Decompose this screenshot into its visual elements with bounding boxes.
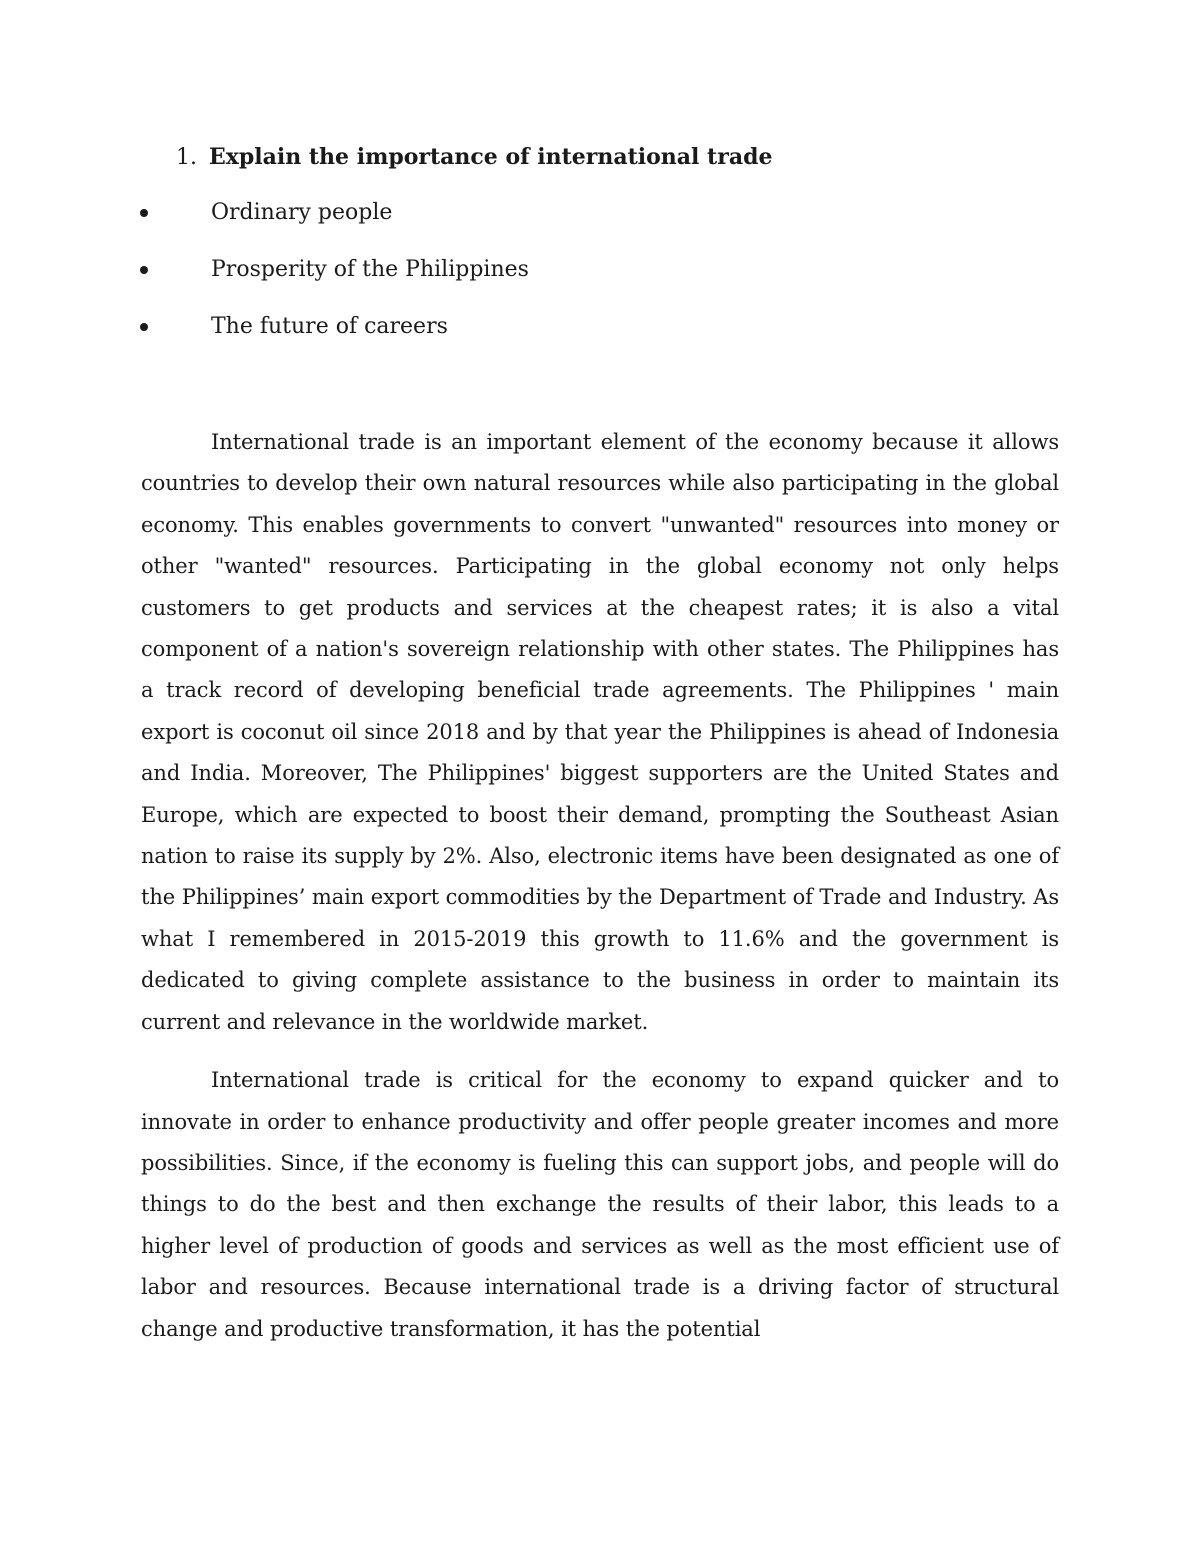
paragraph: International trade is critical for the economy to expand quicker and to innovate in order to enhance productivity and offer people greater incomes and more possibilities. Since, if the economy is fueling this can support jobs, and people will do things to do the best and then exchange the results of their labor, this leads to a higher level of production of goods and services as well as the most efficient use of labor and resources. Because international trade is a driving factor of structural change and productive transformation, it has the potential — [141, 1068, 1059, 1341]
paragraph: International trade is an important element of the economy because it allows countries to develop their own natural resources while also participating in the global economy. This enables governments to convert "unwanted" resources into money or other "wanted" resources. Participating in the global economy not only helps customers to get products and services at the cheapest rates; it is also a vital component of a nation's sovereign relationship with other states. The Philippines has a track record of developing beneficial trade agreements. The Philippines ' main export is coconut oil since 2018 and by that year the Philippines is ahead of Indonesia and India. Moreover, The Philippines' biggest supporters are the United States and Europe, which are expected to boost their demand, prompting the Southeast Asian nation to raise its supply by 2%. Also, electronic items have been designated as one of the Philippines’ main export commodities by the Department of Trade and Industry. As what I remembered in 2015-2019 this growth to 11.6% and the government is dedicated to giving complete assistance to the business in order to maintain its current and relevance in the worldwide market. — [141, 430, 1059, 1034]
body-text — [141, 422, 1059, 1367]
bullet-text: Prosperity of the Philippines — [211, 257, 529, 282]
question-heading — [176, 140, 772, 175]
bullet-text: Ordinary people — [211, 200, 393, 225]
bullet-dot-icon — [140, 266, 148, 274]
question-title: Explain the importance of international trade — [209, 144, 773, 170]
bullet-text: The future of careers — [211, 314, 448, 339]
bullet-dot-icon — [140, 323, 148, 331]
bullet-dot-icon — [140, 209, 148, 217]
question-number: 1. — [176, 145, 197, 170]
